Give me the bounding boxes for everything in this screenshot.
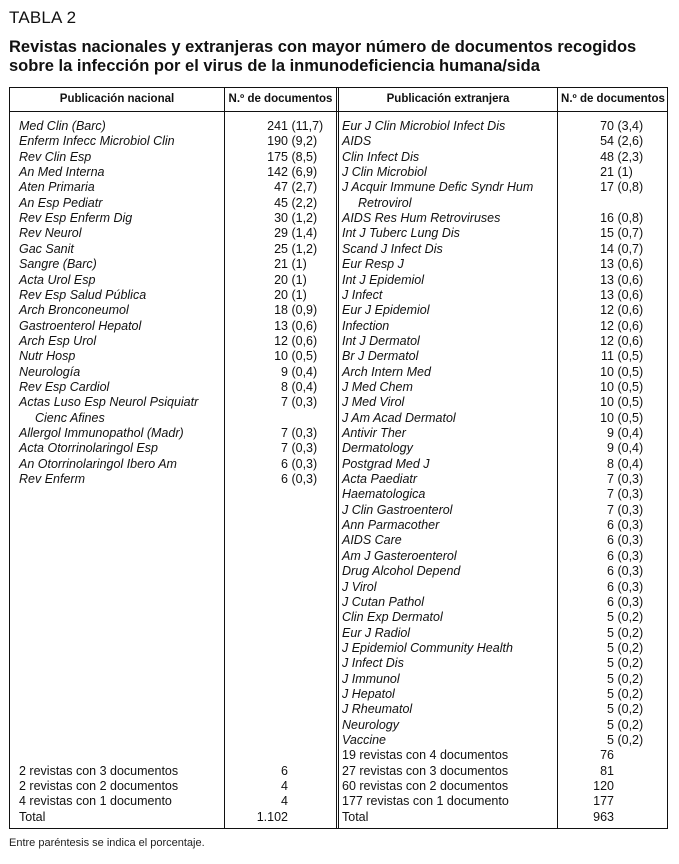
document-count: 12 (0,6) <box>274 333 318 348</box>
journal-name: J Hepatol <box>342 686 395 701</box>
journal-name: Acta Otorrinolaringol Esp <box>19 441 158 456</box>
journal-name: J Med Chem <box>342 379 413 394</box>
document-count: 190 (9,2) <box>267 134 318 149</box>
document-count: 10 (0,5) <box>274 349 318 364</box>
journal-name: AIDS Res Hum Retroviruses <box>342 211 501 226</box>
document-count: 7 (0,3) <box>607 502 644 517</box>
journal-name: 27 revistas con 3 documentos <box>342 763 509 778</box>
document-count: 6 (0,3) <box>281 456 318 471</box>
document-count: 1.102 <box>256 809 288 824</box>
journal-name: 177 revistas con 1 documento <box>342 794 509 809</box>
document-count: 6 (0,3) <box>607 518 644 533</box>
journal-name: Sangre (Barc) <box>19 257 97 272</box>
document-count: 4 <box>281 794 288 809</box>
document-count: 54 (2,6) <box>600 134 644 149</box>
document-count: 4 <box>281 779 288 794</box>
journal-name: Acta Urol Esp <box>19 272 96 287</box>
table-frame <box>9 87 668 829</box>
journal-name: Rev Neurol <box>19 226 82 241</box>
journal-name: 2 revistas con 2 documentos <box>19 779 179 794</box>
document-count: 20 (1) <box>274 287 307 302</box>
table-caption <box>9 38 673 76</box>
journal-name: Eur J Epidemiol <box>342 303 430 318</box>
journal-name: Actas Luso Esp Neurol Psiquiatr <box>19 395 199 410</box>
document-count: 12 (0,6) <box>600 303 644 318</box>
document-count: 16 (0,8) <box>600 211 644 226</box>
column-divider-double <box>336 88 339 828</box>
journal-name: Antivir Ther <box>342 426 406 440</box>
document-count: 5 (0,2) <box>607 671 644 686</box>
document-count: 7 (0,3) <box>281 441 318 456</box>
document-count: 6 (0,3) <box>607 548 644 563</box>
document-count: 7 (0,3) <box>607 487 644 502</box>
document-count: 11 (0,5) <box>601 349 644 364</box>
header-foreign-count: N.º de documentos <box>561 93 665 105</box>
header-foreign: Publicación extranjera <box>386 93 510 105</box>
journal-name: Total <box>19 809 46 824</box>
journal-name: Neurology <box>342 717 399 732</box>
document-count: 48 (2,3) <box>600 149 644 164</box>
document-count: 5 (0,2) <box>607 733 644 747</box>
journal-name: Retrovirol <box>358 195 412 210</box>
journal-name: Allergol Immunopathol (Madr) <box>19 426 184 440</box>
document-count: 5 (0,2) <box>607 610 644 625</box>
journal-name: J Clin Gastroenterol <box>342 502 453 517</box>
document-count: 6 (0,3) <box>607 564 644 579</box>
document-count: 12 (0,6) <box>600 333 644 348</box>
journal-name: Rev Esp Salud Pública <box>19 287 147 302</box>
document-count: 5 (0,2) <box>607 717 644 732</box>
document-count: 14 (0,7) <box>600 241 644 256</box>
document-count: 17 (0,8) <box>600 180 644 195</box>
journal-name: Arch Intern Med <box>342 364 431 379</box>
document-count: 175 (8,5) <box>267 149 318 164</box>
journal-name: Int J Epidemiol <box>342 272 424 287</box>
document-count: 6 <box>281 763 288 778</box>
journal-name: Dermatology <box>342 441 413 456</box>
journal-name: J Acquir Immune Defic Syndr Hum <box>342 180 534 195</box>
document-count: 6 (0,3) <box>607 579 644 594</box>
document-count: 10 (0,5) <box>600 364 644 379</box>
journal-name: J Rheumatol <box>342 702 413 717</box>
journal-name: 4 revistas con 1 documento <box>19 794 172 809</box>
document-count: 9 (0,4) <box>281 364 318 379</box>
journal-name: Arch Esp Urol <box>19 333 97 348</box>
journal-name: 19 revistas con 4 documentos <box>342 748 509 763</box>
journal-name: J Infect Dis <box>342 656 404 671</box>
document-count: 10 (0,5) <box>600 395 644 410</box>
journal-name: Cienc Afines <box>35 410 105 425</box>
journal-name: An Med Interna <box>19 165 105 180</box>
document-count: 13 (0,6) <box>600 272 644 287</box>
journal-name: Clin Exp Dermatol <box>342 610 443 625</box>
document-count: 177 <box>593 794 614 809</box>
column-divider <box>557 88 558 828</box>
header-national: Publicación nacional <box>59 93 175 105</box>
journal-name: Neurología <box>19 364 81 379</box>
document-count: 241 (11,7) <box>267 119 324 133</box>
journal-name: Rev Esp Enferm Dig <box>19 211 133 226</box>
document-count: 29 (1,4) <box>274 226 318 241</box>
header-rule <box>10 111 667 112</box>
journal-name: Postgrad Med J <box>342 456 430 471</box>
journal-name: Eur Resp J <box>342 257 404 272</box>
journal-name: Am J Gasteroenterol <box>342 548 457 563</box>
journal-name: Infection <box>342 318 390 333</box>
document-count: 120 <box>593 779 614 794</box>
column-divider <box>224 88 225 828</box>
journal-name: An Otorrinolaringol Ibero Am <box>19 456 177 471</box>
header-national-count: N.º de documentos <box>228 93 333 105</box>
journal-name: Br J Dermatol <box>342 349 419 364</box>
journal-name: J Clin Microbiol <box>342 165 427 180</box>
journal-name: AIDS <box>342 134 372 149</box>
document-count: 21 (1) <box>274 257 307 272</box>
journal-name: Haematologica <box>342 487 426 502</box>
document-count: 10 (0,5) <box>600 379 644 394</box>
document-count: 5 (0,2) <box>607 686 644 701</box>
journal-name: Enferm Infecc Microbiol Clin <box>19 134 175 149</box>
document-count: 25 (1,2) <box>274 241 318 256</box>
document-count: 76 <box>600 748 614 763</box>
document-count: 9 (0,4) <box>607 441 644 456</box>
document-count: 20 (1) <box>274 272 307 287</box>
journal-name: J Epidemiol Community Health <box>342 640 513 655</box>
document-count: 5 (0,2) <box>607 656 644 671</box>
journal-name: Gac Sanit <box>19 241 74 256</box>
journal-name: Drug Alcohol Depend <box>342 564 461 579</box>
document-count: 6 (0,3) <box>607 533 644 548</box>
document-count: 7 (0,3) <box>281 426 318 440</box>
journal-name: Total <box>342 809 369 824</box>
caption-line-2: sobre la infección por el virus de la inmunodeficiencia humana/sida <box>9 57 540 75</box>
journal-name: J Virol <box>342 579 377 594</box>
journal-name: Rev Esp Cardiol <box>19 379 110 394</box>
document-count: 7 (0,3) <box>281 395 318 410</box>
journal-name: AIDS Care <box>342 533 402 548</box>
document-count: 5 (0,2) <box>607 625 644 640</box>
journal-name: An Esp Pediatr <box>19 195 103 210</box>
journal-name: Nutr Hosp <box>19 349 76 364</box>
document-count: 13 (0,6) <box>600 257 644 272</box>
journal-name: Int J Dermatol <box>342 333 420 348</box>
document-count: 13 (0,6) <box>600 287 644 302</box>
journal-name: Clin Infect Dis <box>342 149 420 164</box>
document-count: 9 (0,4) <box>607 426 644 440</box>
journal-name: J Immunol <box>342 671 400 686</box>
journal-name: Rev Clin Esp <box>19 149 92 164</box>
document-count: 963 <box>593 809 614 824</box>
document-count: 5 (0,2) <box>607 640 644 655</box>
document-count: 7 (0,3) <box>607 472 644 487</box>
document-count: 6 (0,3) <box>281 472 318 487</box>
document-count: 45 (2,2) <box>274 195 318 210</box>
table-label: TABLA 2 <box>9 8 77 27</box>
journal-name: Eur J Clin Microbiol Infect Dis <box>342 119 506 133</box>
caption-line-1: Revistas nacionales y extranjeras con mayor número de documentos recogidos <box>9 38 637 56</box>
journal-name: Vaccine <box>342 733 387 747</box>
journal-name: Int J Tuberc Lung Dis <box>342 226 460 241</box>
document-count: 8 (0,4) <box>281 379 318 394</box>
document-count: 5 (0,2) <box>607 702 644 717</box>
document-count: 30 (1,2) <box>274 211 318 226</box>
journal-name: Ann Parmacother <box>342 518 440 533</box>
journal-name: 60 revistas con 2 documentos <box>342 779 509 794</box>
document-count: 47 (2,7) <box>274 180 318 195</box>
document-count: 142 (6,9) <box>267 165 318 180</box>
document-count: 15 (0,7) <box>600 226 644 241</box>
document-count: 6 (0,3) <box>607 594 644 609</box>
journal-name: Scand J Infect Dis <box>342 241 443 256</box>
journal-name: J Cutan Pathol <box>342 594 424 609</box>
journal-name: Acta Paediatr <box>342 472 418 487</box>
journal-name: 2 revistas con 3 documentos <box>19 763 179 778</box>
document-count: 18 (0,9) <box>274 303 318 318</box>
document-count: 81 <box>600 763 614 778</box>
table-footnote: Entre paréntesis se indica el porcentaje. <box>9 837 205 849</box>
journal-name: Rev Enferm <box>19 472 85 487</box>
journal-name: Eur J Radiol <box>342 625 411 640</box>
journal-name: Gastroenterol Hepatol <box>19 318 142 333</box>
document-count: 13 (0,6) <box>274 318 318 333</box>
journal-name: J Am Acad Dermatol <box>342 410 456 425</box>
journal-name: J Med Virol <box>342 395 405 410</box>
journal-name: Med Clin (Barc) <box>19 119 106 133</box>
document-count: 21 (1) <box>600 165 633 180</box>
journal-name: Arch Bronconeumol <box>19 303 129 318</box>
document-count: 8 (0,4) <box>607 456 644 471</box>
journal-name: Aten Primaria <box>19 180 95 195</box>
journal-name: J Infect <box>342 287 383 302</box>
document-count: 10 (0,5) <box>600 410 644 425</box>
document-count: 70 (3,4) <box>600 119 644 133</box>
document-count: 12 (0,6) <box>600 318 644 333</box>
